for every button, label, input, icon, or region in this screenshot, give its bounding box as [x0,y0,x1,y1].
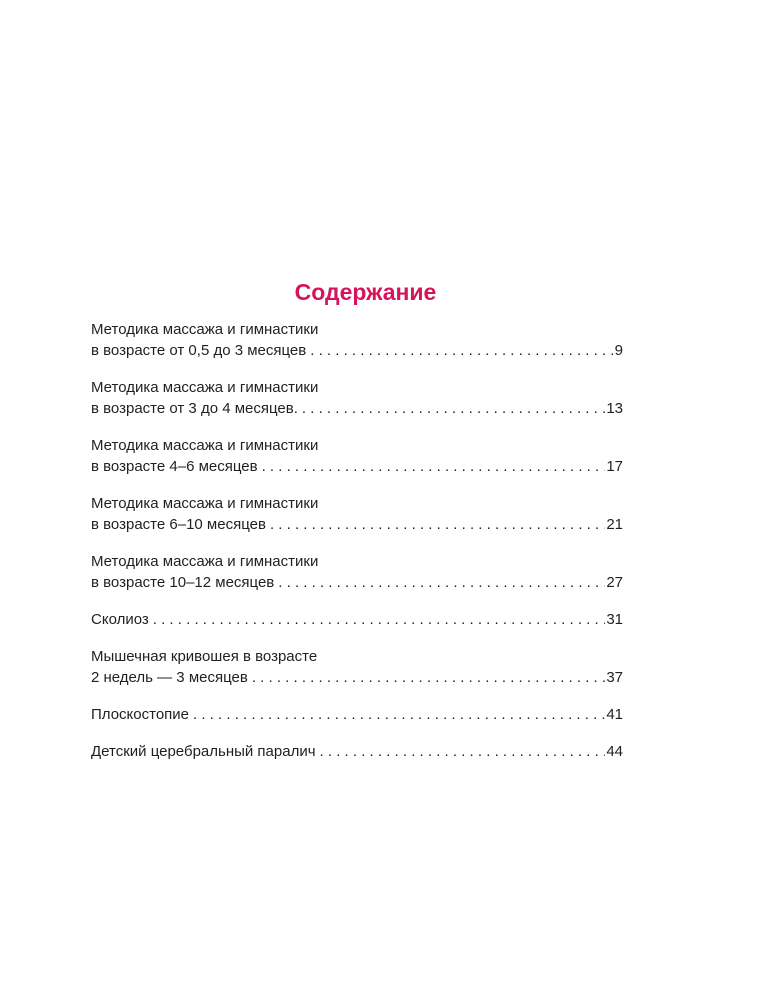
toc-entry[interactable] [91,435,623,477]
toc-entry-title-line1: Методика массажа и гимнастики [91,437,319,454]
toc-entry-title-line2: в возрасте от 3 до 4 месяцев. [91,400,298,417]
dot-leader [310,340,613,361]
toc-page-number: 13 [606,400,623,417]
dot-leader [193,704,605,725]
toc-entry[interactable] [91,551,623,593]
toc-entry-title: Плоскостопие [91,706,190,723]
dot-leader [320,741,606,762]
toc-page-number: 27 [606,574,623,591]
dot-leader [262,456,606,477]
toc-page-number: 37 [606,669,623,686]
dot-leader [302,398,605,419]
toc-entry[interactable] [91,377,623,419]
toc-page-number: 31 [606,611,623,628]
page-title: Содержание [294,279,437,305]
table-of-contents [91,319,623,778]
toc-entry-title-line2: в возрасте 6–10 месяцев [91,516,266,533]
toc-page-number: 21 [606,516,623,533]
toc-entry-title-line2: в возрасте от 0,5 до 3 месяцев [91,342,307,359]
toc-page-number: 44 [606,743,623,760]
toc-entry-title: Детский церебральный паралич [91,743,316,760]
toc-entry-title-line1: Методика массажа и гимнастики [91,553,319,570]
toc-entry-title-line1: Мышечная кривошея в возрасте [91,648,318,665]
toc-page-number: 41 [606,706,623,723]
toc-entry[interactable] [91,646,623,688]
toc-entry[interactable] [91,704,623,725]
dot-leader [252,667,605,688]
toc-entry[interactable] [91,319,623,361]
toc-entry-title-line1: Методика массажа и гимнастики [91,379,319,396]
dot-leader [278,572,605,593]
toc-entry-title-line2: в возрасте 4–6 месяцев [91,458,258,475]
toc-page-number: 17 [606,458,623,475]
toc-entry[interactable] [91,741,623,762]
toc-entry-title-line2: 2 недель — 3 месяцев [91,669,248,686]
toc-entry-title-line1: Методика массажа и гимнастики [91,321,319,338]
dot-leader [153,609,606,630]
toc-entry[interactable] [91,493,623,535]
toc-entry-title: Сколиоз [91,611,149,628]
toc-entry-title-line2: в возрасте 10–12 месяцев [91,574,275,591]
toc-entry[interactable] [91,609,623,630]
toc-page-number: 9 [614,342,623,359]
toc-entry-title-line1: Методика массажа и гимнастики [91,495,319,512]
dot-leader [270,514,605,535]
